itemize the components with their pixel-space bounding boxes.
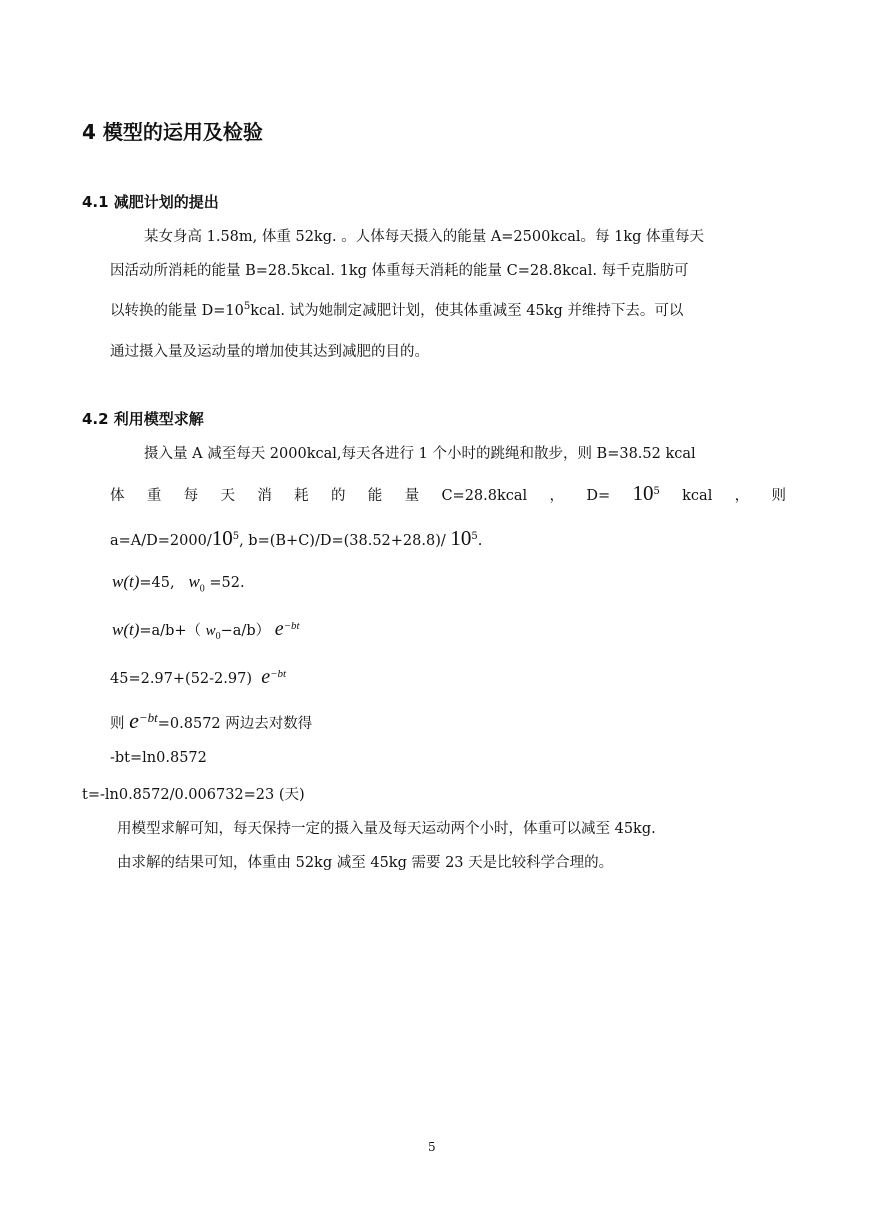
word: 重 <box>146 488 162 504</box>
eq2-mid2: −a/b） <box>220 623 271 639</box>
eq-4 <box>110 708 312 734</box>
comma: ， <box>734 488 750 504</box>
word: 每 <box>183 488 199 504</box>
eq4-pre: 则 <box>110 716 125 732</box>
word: 量 <box>404 488 420 504</box>
eq4-post: =0.8572 两边去对数得 <box>157 716 313 732</box>
s41-line-1: 某女身高 1.58m, 体重 52kg. 。人体每天摄入的能量 A=2500kcal。每 1kg 体重每天 <box>144 229 705 245</box>
eq1-val2: =52. <box>209 575 245 591</box>
word: 体 <box>110 488 125 504</box>
power-base: 10 <box>211 526 233 550</box>
word: C=28.8kcal <box>441 488 528 504</box>
exp-bt: −bt <box>138 710 158 726</box>
section-4-2-title: 4.2 利用模型求解 <box>82 410 204 428</box>
exp-bt: −bt <box>283 620 300 633</box>
s41-line-3-post: kcal. 试为她制定减肥计划，使其体重减至 45kg 并维持下去。可以 <box>250 303 684 319</box>
eq1-val: =45, <box>139 575 175 591</box>
conclusion-2: 由求解的结果可知，体重由 52kg 减至 45kg 需要 23 天是比较科学合理的。 <box>117 855 614 871</box>
s41-line-4: 通过摄入量及运动量的增加使其达到减肥的目的。 <box>110 344 429 360</box>
eq-1 <box>112 572 245 594</box>
section-4-1-title: 4.1 减肥计划的提出 <box>82 193 219 211</box>
eq-5: -bt=ln0.8572 <box>110 750 207 766</box>
section-4-title: 4 模型的运用及检验 <box>82 120 263 144</box>
w0: $w_0$ <box>188 572 205 595</box>
w-func: w(t) <box>112 572 140 591</box>
s41-line-3-exp: 5 <box>243 301 251 313</box>
s41-line-3 <box>110 299 683 320</box>
s42-line-2 <box>110 481 786 506</box>
word: 耗 <box>294 488 309 504</box>
exp-bt: −bt <box>270 668 287 681</box>
power-exp: 5 <box>471 531 478 543</box>
word: D= <box>586 488 611 504</box>
line3-end: . <box>477 533 483 549</box>
power-exp: 5 <box>232 531 240 543</box>
eq-6: t=-ln0.8572/0.006732=23 (天) <box>82 787 305 803</box>
eq2-mid: =a/b+（ <box>139 623 202 639</box>
power-base: 10 <box>450 526 472 550</box>
eq3-text: 45=2.97+(52-2.97) <box>110 671 252 687</box>
conclusion-1: 用模型求解可知，每天保持一定的摄入量及每天运动两个小时，体重可以减至 45kg. <box>117 821 656 837</box>
exp-e: e <box>261 666 271 688</box>
exp-e: e <box>274 618 284 640</box>
w-func: w(t) <box>112 620 140 639</box>
exp-e: e <box>129 708 139 733</box>
s42-line-1: 摄入量 A 减至每天 2000kcal,每天各进行 1 个小时的跳绳和散步，则 B=38.52 kcal <box>144 446 696 462</box>
page-number: 5 <box>428 1140 436 1154</box>
word: ， <box>549 488 564 504</box>
eq-2 <box>112 618 300 642</box>
word-then: 则 <box>771 488 786 504</box>
line3-a: a=A/D=2000/ <box>110 533 212 549</box>
word: 天 <box>220 488 235 504</box>
unit: kcal <box>682 488 713 504</box>
word: 能 <box>367 488 383 504</box>
s41-line-3-pre: 以转换的能量 D=10 <box>110 303 244 319</box>
w0: $w_0$ <box>205 623 221 642</box>
word: 的 <box>330 488 346 504</box>
power-10-5: $10^5$ <box>632 481 660 505</box>
word: 消 <box>257 488 272 504</box>
s41-line-2: 因活动所消耗的能量 B=28.5kcal. 1kg 体重每天消耗的能量 C=28.8kcal. 每千克脂肪可 <box>110 263 689 279</box>
s42-line-3 <box>110 526 482 551</box>
line3-b: , b=(B+C)/D=(38.52+28.8)/ <box>239 533 446 549</box>
eq-3 <box>110 666 286 689</box>
